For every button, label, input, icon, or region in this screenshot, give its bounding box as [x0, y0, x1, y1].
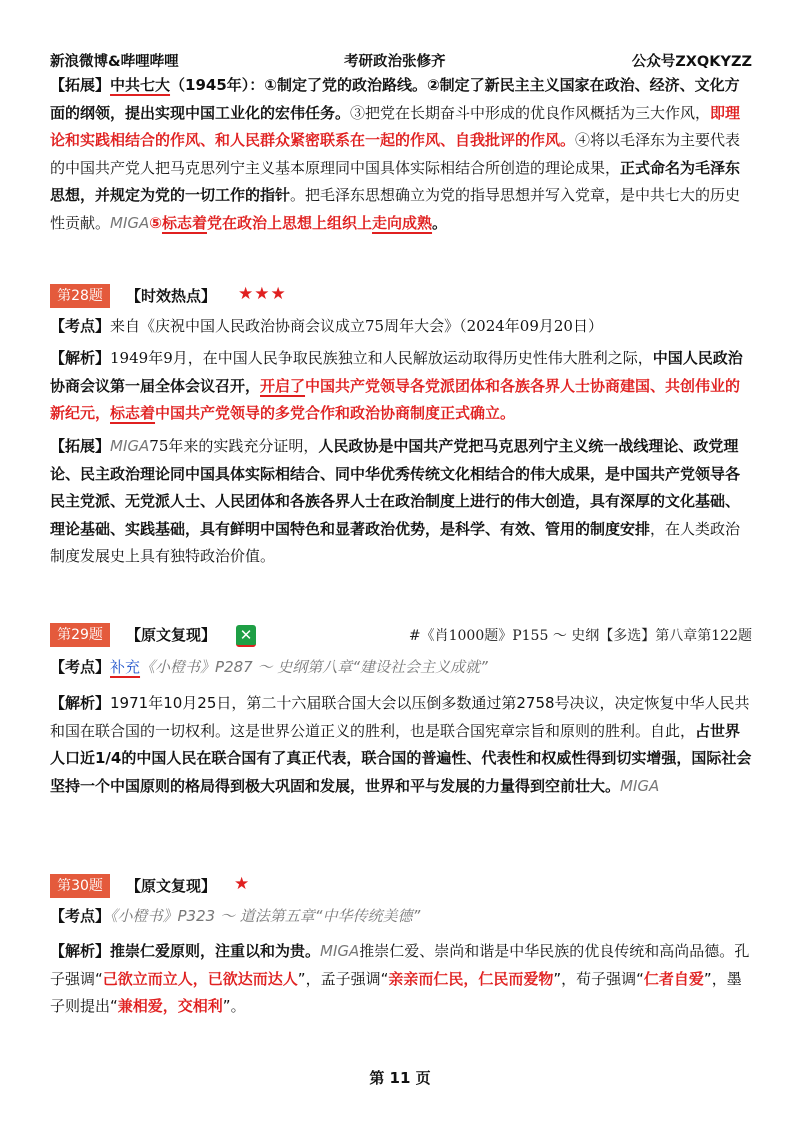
extension-label: 【拓展】: [50, 76, 111, 94]
text: ，在人类政治制度发展史上具有独特政治价值。: [50, 519, 741, 565]
q30-jiexi: [50, 938, 752, 1021]
highlight: 开启了: [260, 376, 306, 395]
page-header: [50, 50, 752, 72]
header-center: 考研政治张修齐: [344, 54, 446, 70]
supplement-mark: 补充: [110, 658, 141, 676]
highlight: 即理论和实践相结合的作风、和人民群众紧密联系在一起的作风、自我批评的作风。: [50, 103, 741, 149]
text: 人民政协是中国共产党把马克思列宁主义统一战线理论、政党理论、民主政治理论同中国具体实际相结合、同中华优秀传统文化相结合的伟大成果，是中国共产党领导各民主党派、无党派人士、人民团体和各族各界人士在政治制度上进行的伟大创造，具有深厚的文化基础、理论基础、实践基础，具有鲜明中国特色和显著政治优势，是科学、有效、管用的制度安排: [50, 437, 741, 538]
text: 。: [432, 213, 448, 232]
question-number: 第29题: [50, 623, 110, 647]
miga-mark: MIGA: [320, 942, 360, 960]
text: ⑤: [149, 213, 162, 232]
kaodian-text: 《小橙书》P323 ～ 道法第五章“中华传统美德”: [110, 907, 421, 925]
tuozhan-label: 【拓展】: [50, 437, 111, 455]
kaodian-label: 【考点】: [50, 317, 111, 335]
text: ”，孟子强调“: [297, 969, 389, 988]
q28-jiexi: [50, 345, 752, 428]
miga-mark: MIGA: [110, 437, 150, 455]
text: ：①制定了党的政治路线。②制定了新民主主义国家在政治、经济、文化方面的纲领，提出实现中国工业化的宏伟任务。: [50, 76, 740, 122]
kaodian-text: 来自《庆祝中国人民政治协商会议成立75周年大会》（2024年09月20日）: [110, 317, 603, 335]
highlight: 中国共产党领导各党派团体和各族各界人士协商建国、共创伟业的新纪元，: [50, 376, 741, 422]
text: 推崇仁爱、崇尚和谐是中华民族的优良传统和高尚品德。: [359, 942, 735, 960]
text: ”，荀子强调“: [553, 969, 644, 988]
text: ”，墨子则提出“: [50, 969, 742, 1015]
q29-jiexi: [50, 690, 752, 800]
year: （1945年）: [170, 76, 250, 94]
star-rating: ★: [234, 874, 251, 894]
text: ”。: [222, 997, 246, 1015]
quote: 兼相爱，交相利: [117, 997, 223, 1015]
kaodian-label: 【考点】: [50, 907, 111, 925]
text: 。把毛泽东思想确立为党的指导思想并写入党章，是中共七大的历史性贡献。: [50, 186, 741, 232]
quote: 亲亲而仁民，仁民而爱物: [388, 969, 554, 988]
quote: 仁者自爱: [643, 969, 704, 988]
question-tag: 【时效热点】: [126, 287, 217, 305]
question-number: 第30题: [50, 874, 110, 898]
quote: 己欲立而立人，已欲达而达人: [102, 969, 298, 988]
text: 1949年9月，在中国人民争取民族独立和人民解放运动取得历史性伟大胜利之际，: [110, 349, 653, 367]
jiexi-label: 【解析】: [50, 942, 111, 960]
text: 75年来的实践充分证明，: [149, 437, 319, 455]
text: ③把党在长期奋斗中形成的优良作风概括为三大作风，: [350, 103, 711, 122]
text: ④将以毛泽东为主要代表的中国共产党人把马克思列宁主义基本原理同中国具体实际相结合所创造的理论成果，: [50, 131, 741, 177]
question-tag: 【原文复现】: [126, 877, 217, 895]
q29-kaodian: [50, 654, 752, 682]
text: 孔子强调“: [50, 942, 750, 988]
q30-kaodian: [50, 903, 752, 931]
q28-tuozhan: [50, 433, 752, 571]
cross-icon: ✕: [236, 625, 256, 647]
question-30-header: [50, 874, 752, 900]
header-left: 新浪微博&哔哩哔哩: [50, 54, 179, 70]
extension-paragraph: [50, 72, 752, 237]
kaodian-text: 《小橙书》P287 ～ 史纲第八章“建设社会主义成就”: [140, 658, 488, 676]
text: 推崇仁爱原则，注重以和为贵。: [110, 942, 321, 960]
question-number: 第28题: [50, 284, 110, 308]
highlight: 中国共产党领导的多党合作和政治协商制度正式确立。: [155, 404, 516, 422]
reference-note: #《肖1000题》P155 ～ 史纲【多选】第八章第122题: [408, 628, 752, 644]
question-29-header: [50, 623, 752, 649]
highlight: 标志着: [161, 213, 207, 232]
highlight: 走向成熟: [372, 213, 433, 232]
jiexi-label: 【解析】: [50, 694, 111, 712]
jiexi-label: 【解析】: [50, 349, 111, 367]
miga-mark: MIGA: [110, 213, 150, 232]
star-rating: ★★★: [238, 284, 287, 304]
miga-mark: MIGA: [620, 776, 660, 795]
header-right: 公众号ZXQKYZZ: [631, 54, 752, 70]
text: 正式命名为毛泽东思想，并规定为党的一切工作的指针: [50, 158, 741, 204]
text: 1971年10月25日，第二十六届联合国大会以压倒多数通过第2758号决议，决定恢复中华人民共和国在联合国的一切权利。这是世界公道正义的胜利，也是联合国宪章宗旨和原则的胜利。自此，: [50, 694, 750, 740]
question-tag: 【原文复现】: [126, 626, 217, 644]
highlight: 党在政治上思想上组织上: [207, 213, 373, 232]
question-28-header: [50, 284, 752, 310]
highlight: 标志着: [110, 404, 156, 422]
q28-kaodian: [50, 313, 752, 341]
kaodian-label: 【考点】: [50, 658, 111, 676]
text: 占世界人口近1/4的中国人民在联合国有了真正代表，联合国的普遍性、代表性和权威性得到切实增强，国际社会坚持一个中国原则的格局得到极大巩固和发展，世界和平与发展的力量得到空前壮大。: [50, 721, 752, 795]
page-number: 第 11 页: [369, 1069, 431, 1087]
text: 中国人民政治协商会议第一届全体会议召开，: [50, 349, 743, 395]
seventh-congress: 中共七大: [110, 76, 171, 94]
